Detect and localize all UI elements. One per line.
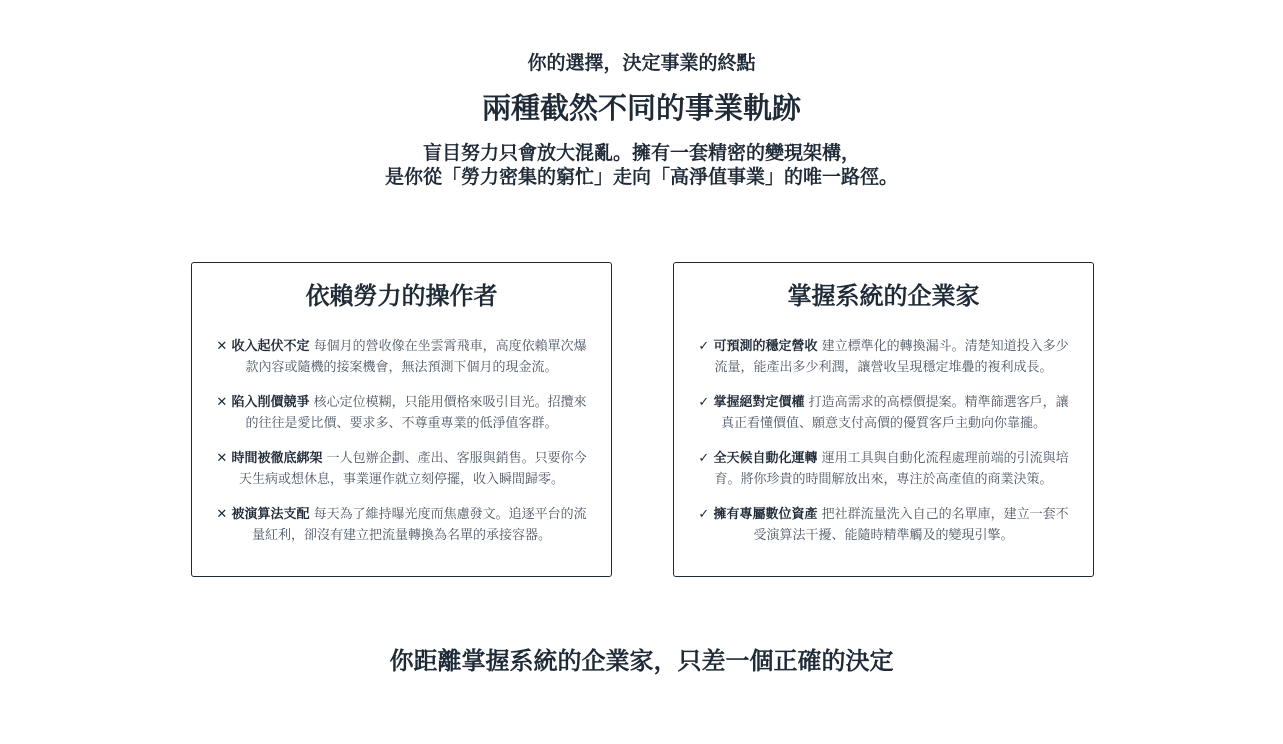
check-icon: ✓ bbox=[698, 395, 710, 410]
operator-item-label: 陷入削價競爭 bbox=[231, 395, 310, 410]
check-icon: ✓ bbox=[698, 339, 710, 354]
cross-icon: ✕ bbox=[216, 507, 228, 522]
check-icon: ✓ bbox=[698, 451, 710, 466]
operator-item-text: 核心定位模糊，只能用價格來吸引目光。招攬來的往往是愛比價、要求多、不尊重專業的低淨值客群。 bbox=[245, 395, 587, 431]
entrepreneur-item bbox=[694, 504, 1073, 546]
operator-list bbox=[192, 336, 611, 546]
operator-item-text: 每個月的營收像在坐雲霄飛車，高度依賴單次爆款內容或隨機的接案機會，無法預測下個月的現金流。 bbox=[245, 339, 587, 375]
cross-icon: ✕ bbox=[216, 339, 228, 354]
closing-statement: 你距離掌握系統的企業家，只差一個正確的決定 bbox=[389, 647, 894, 675]
entrepreneur-item bbox=[694, 336, 1073, 378]
entrepreneur-card-title: 掌握系統的企業家 bbox=[787, 282, 980, 310]
subtitle-line-2: 是你從「勞力密集的窮忙」走向「高淨值事業」的唯一路徑。 bbox=[384, 166, 898, 188]
operator-item-label: 被演算法支配 bbox=[231, 507, 310, 522]
operator-item bbox=[212, 336, 591, 378]
entrepreneur-item-text: 打造高需求的高標價提案。精準篩選客戶，讓真正看懂價值、願意支付高價的優質客戶主動向你靠攏。 bbox=[720, 395, 1069, 431]
operator-item-label: 收入起伏不定 bbox=[231, 339, 310, 354]
section-eyebrow: 你的選擇，決定事業的終點 bbox=[527, 52, 756, 74]
section-title: 兩種截然不同的事業軌跡 bbox=[481, 91, 801, 125]
operator-item bbox=[212, 392, 591, 434]
operator-item-text: 一人包辦企劃、產出、客服與銷售。只要你今天生病或想休息，事業運作就立刻停擺，收入瞬間歸零。 bbox=[238, 451, 587, 487]
entrepreneur-item-text: 運用工具與自動化流程處理前端的引流與培育。將你珍貴的時間解放出來，專注於高產值的商業決策。 bbox=[714, 451, 1069, 487]
entrepreneur-item-label: 可預測的穩定營收 bbox=[713, 339, 818, 354]
entrepreneur-item bbox=[694, 448, 1073, 490]
operator-item-label: 時間被徹底綁架 bbox=[231, 451, 323, 466]
operator-card bbox=[191, 262, 612, 577]
cross-icon: ✕ bbox=[216, 451, 228, 466]
entrepreneur-item-label: 擁有專屬數位資產 bbox=[713, 507, 818, 522]
entrepreneur-item-text: 把社群流量洗入自己的名單庫，建立一套不受演算法干擾、能隨時精準觸及的變現引擎。 bbox=[753, 507, 1069, 543]
entrepreneur-item bbox=[694, 392, 1073, 434]
entrepreneur-list bbox=[674, 336, 1093, 546]
check-icon: ✓ bbox=[698, 507, 710, 522]
cross-icon: ✕ bbox=[216, 395, 228, 410]
entrepreneur-item-label: 掌握絕對定價權 bbox=[713, 395, 805, 410]
subtitle-line-1: 盲目努力只會放大混亂。擁有一套精密的變現架構， bbox=[422, 142, 860, 164]
operator-card-title: 依賴勞力的操作者 bbox=[305, 282, 498, 310]
entrepreneur-item-text: 建立標準化的轉換漏斗。清楚知道投入多少流量，能產出多少利潤，讓營收呈現穩定堆疊的複利成長。 bbox=[714, 339, 1069, 375]
operator-item bbox=[212, 504, 591, 546]
entrepreneur-card bbox=[673, 262, 1094, 577]
operator-item-text: 每天為了維持曝光度而焦慮發文。追逐平台的流量紅利，卻沒有建立把流量轉換為名單的承接容器。 bbox=[251, 507, 587, 543]
section-subtitle bbox=[0, 141, 1283, 189]
entrepreneur-item-label: 全天候自動化運轉 bbox=[713, 451, 818, 466]
operator-item bbox=[212, 448, 591, 490]
